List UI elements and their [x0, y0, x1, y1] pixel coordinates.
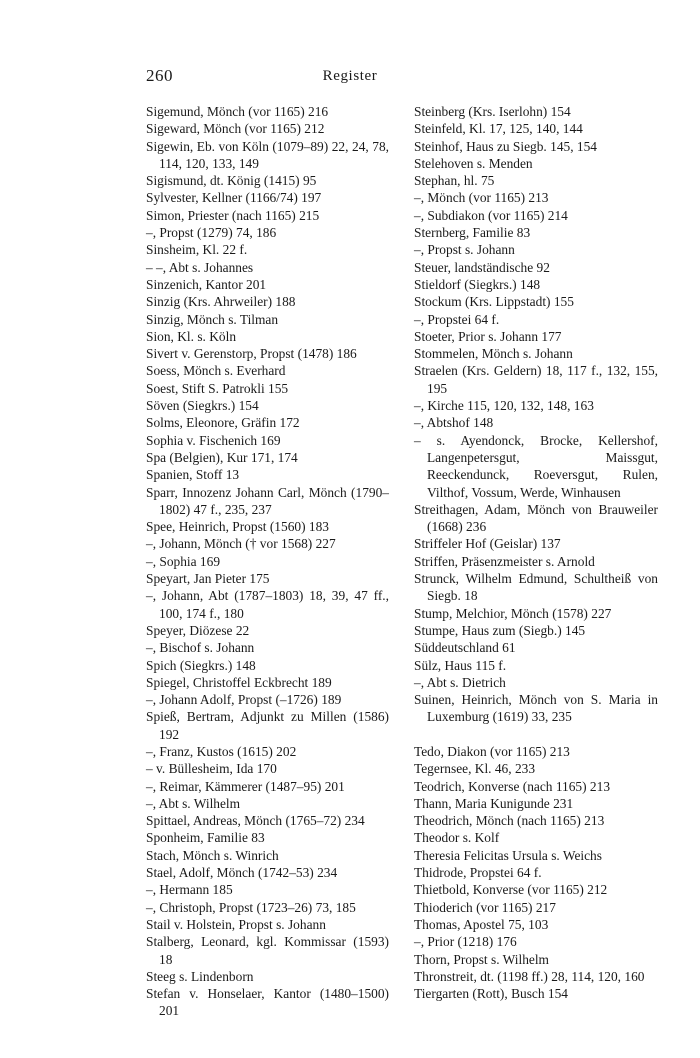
index-entry: Stump, Melchior, Mönch (1578) 227: [414, 605, 612, 621]
index-entry: Theodor s. Kolf: [414, 830, 500, 846]
index-entry: –, Prior (1218) 176: [414, 934, 517, 950]
index-entry: Teodrich, Konverse (nach 1165) 213: [414, 778, 611, 794]
index-entry: Sternberg, Familie 83: [414, 225, 531, 241]
index-entry: Solms, Eleonore, Gräfin 172: [146, 415, 300, 431]
index-entry: Stommelen, Mönch s. Johann: [414, 346, 573, 362]
index-entry: –, Bischof s. Johann: [146, 640, 255, 656]
index-entry: – v. Büllesheim, Ida 170: [146, 761, 277, 777]
index-entry: –, Subdiakon (vor 1165) 214: [414, 207, 568, 223]
index-entry: Theresia Felicitas Ursula s. Weichs: [414, 847, 602, 863]
index-entry: Stelehoven s. Menden: [414, 155, 533, 171]
index-entry: Strunck, Wilhelm Edmund, Schultheiß von Siegb. 18: [414, 571, 658, 604]
index-entry: Speyart, Jan Pieter 175: [146, 571, 270, 587]
index-entry: Steuer, landständische 92: [414, 259, 550, 275]
index-section-t: [414, 743, 658, 1002]
index-entry: Stoeter, Prior s. Johann 177: [414, 328, 562, 344]
index-entry: Steinfeld, Kl. 17, 125, 140, 144: [414, 121, 583, 137]
index-entry: Thronstreit, dt. (1198 ff.) 28, 114, 120, 160: [414, 968, 645, 984]
index-entry: Süddeutschland 61: [414, 640, 516, 656]
index-entry: Steeg s. Lindenborn: [146, 968, 254, 984]
index-entry: Spieß, Bertram, Adjunkt zu Millen (1586) 192: [146, 709, 389, 742]
index-entry: Spittael, Andreas, Mönch (1765–72) 234: [146, 813, 365, 829]
index-entry: Sophia v. Fischenich 169: [146, 432, 281, 448]
index-entry: Thietbold, Konverse (vor 1165) 212: [414, 882, 608, 898]
index-entry: –, Propstei 64 f.: [414, 311, 500, 327]
index-entry: Sigemund, Mönch (vor 1165) 216: [146, 104, 329, 119]
section-gap: [414, 726, 658, 743]
index-entry: –, Propst (1279) 74, 186: [146, 225, 277, 241]
index-entry: Speyer, Diözese 22: [146, 622, 250, 638]
index-entry: Stalberg, Leonard, kgl. Kommissar (1593) 18: [146, 934, 389, 967]
index-column-right: [414, 103, 658, 1002]
index-entry: Steinberg (Krs. Iserlohn) 154: [414, 104, 571, 119]
index-entry: Tedo, Diakon (vor 1165) 213: [414, 743, 570, 759]
index-entry: Straelen (Krs. Geldern) 18, 117 f., 132, 155, 195: [414, 363, 658, 396]
index-entry: Sion, Kl. s. Köln: [146, 328, 237, 344]
index-entry: –, Propst s. Johann: [414, 242, 515, 258]
index-entry: Streithagen, Adam, Mönch von Brauweiler (1668) 236: [414, 501, 658, 535]
index-entry: – –, Abt s. Johannes: [146, 259, 254, 275]
index-entry: Thorn, Propst s. Wilhelm: [414, 951, 549, 967]
index-entry: Thann, Maria Kunigunde 231: [414, 795, 574, 811]
index-entry: –, Christoph, Propst (1723–26) 73, 185: [146, 899, 356, 915]
index-entry: –, Kirche 115, 120, 132, 148, 163: [414, 398, 594, 414]
index-entry: Sinzenich, Kantor 201: [146, 276, 267, 292]
index-entry: Sivert v. Gerenstorp, Propst (1478) 186: [146, 346, 357, 362]
index-entry: Striffen, Präsenzmeister s. Arnold: [414, 553, 595, 569]
index-entry: –, Abtshof 148: [414, 415, 494, 431]
index-entry: Thomas, Apostel 75, 103: [414, 916, 549, 932]
index-entry: Sparr, Innozenz Johann Carl, Mönch (1790–1802) 47 f., 235, 237: [146, 484, 389, 517]
index-entry: Sigismund, dt. König (1415) 95: [146, 173, 317, 189]
index-entry: Sinzig, Mönch s. Tilman: [146, 311, 279, 327]
index-entry: Sponheim, Familie 83: [146, 830, 265, 846]
index-entry: Spee, Heinrich, Propst (1560) 183: [146, 519, 329, 535]
index-entry: Spa (Belgien), Kur 171, 174: [146, 449, 298, 465]
index-entry: Sinsheim, Kl. 22 f.: [146, 242, 248, 258]
index-entry: Sülz, Haus 115 f.: [414, 657, 507, 673]
index-entry: Spich (Siegkrs.) 148: [146, 657, 256, 673]
index-entry: –, Hermann 185: [146, 882, 233, 898]
index-entry: Stefan v. Honselaer, Kantor (1480–1500) 201: [146, 986, 389, 1019]
index-column-left: [146, 103, 389, 1020]
index-entry: Stach, Mönch s. Winrich: [146, 847, 279, 863]
index-entry: –, Johann, Mönch († vor 1568) 227: [146, 536, 336, 552]
index-entry: –, Abt s. Wilhelm: [146, 795, 241, 811]
index-entry: –, Franz, Kustos (1615) 202: [146, 743, 297, 759]
index-entry: Suinen, Heinrich, Mönch von S. Maria in Luxemburg (1619) 33, 235: [414, 692, 658, 725]
index-entry: Soess, Mönch s. Everhard: [146, 363, 286, 379]
page-number: 260: [146, 66, 173, 85]
index-entry: – s. Ayendonck, Brocke, Kellershof, Langenpetersgut, Maissgut, Reeckendunck, Roeversgut, Rulen, Vilthof, Vossum, Werde, Winhausen: [414, 432, 658, 500]
running-head: Register: [322, 68, 378, 84]
index-entry: –, Johann Adolf, Propst (–1726) 189: [146, 692, 342, 708]
index-entry: Söven (Siegkrs.) 154: [146, 398, 259, 414]
index-entry: Tiergarten (Rott), Busch 154: [414, 986, 568, 1002]
index-entry: –, Abt s. Dietrich: [414, 674, 506, 690]
index-entry: Tegernsee, Kl. 46, 233: [414, 761, 536, 777]
index-entry: Stephan, hl. 75: [414, 173, 495, 189]
index-entry: Sylvester, Kellner (1166/74) 197: [146, 190, 322, 206]
index-entry: Stumpe, Haus zum (Siegb.) 145: [414, 622, 586, 638]
index-entry: Stael, Adolf, Mönch (1742–53) 234: [146, 865, 338, 881]
index-entry: Sinzig (Krs. Ahrweiler) 188: [146, 294, 296, 310]
index-section-s-continued: [414, 103, 658, 726]
index-entry: Stieldorf (Siegkrs.) 148: [414, 276, 541, 292]
index-entry: Soest, Stift S. Patrokli 155: [146, 380, 289, 396]
index-entry: Steinhof, Haus zu Siegb. 145, 154: [414, 138, 597, 154]
index-entry: –, Mönch (vor 1165) 213: [414, 190, 549, 206]
index-entry: Sigeward, Mönch (vor 1165) 212: [146, 121, 325, 137]
index-entry: Stail v. Holstein, Propst s. Johann: [146, 916, 326, 932]
index-entry: Sigewin, Eb. von Köln (1079–89) 22, 24, 78, 114, 120, 133, 149: [146, 138, 389, 171]
index-entry: Thioderich (vor 1165) 217: [414, 899, 556, 915]
index-entry: Spanien, Stoff 13: [146, 467, 240, 483]
index-entry: Thidrode, Propstei 64 f.: [414, 865, 542, 881]
index-entry: Simon, Priester (nach 1165) 215: [146, 207, 320, 223]
index-entry: –, Johann, Abt (1787–1803) 18, 39, 47 ff., 100, 174 f., 180: [146, 588, 389, 621]
index-entry: Stockum (Krs. Lippstadt) 155: [414, 294, 574, 310]
index-entry: Spiegel, Christoffel Eckbrecht 189: [146, 674, 332, 690]
index-entry: Striffeler Hof (Geislar) 137: [414, 536, 561, 552]
index-entry: –, Sophia 169: [146, 553, 221, 569]
index-entry: Theodrich, Mönch (nach 1165) 213: [414, 813, 605, 829]
index-entry: –, Reimar, Kämmerer (1487–95) 201: [146, 778, 345, 794]
